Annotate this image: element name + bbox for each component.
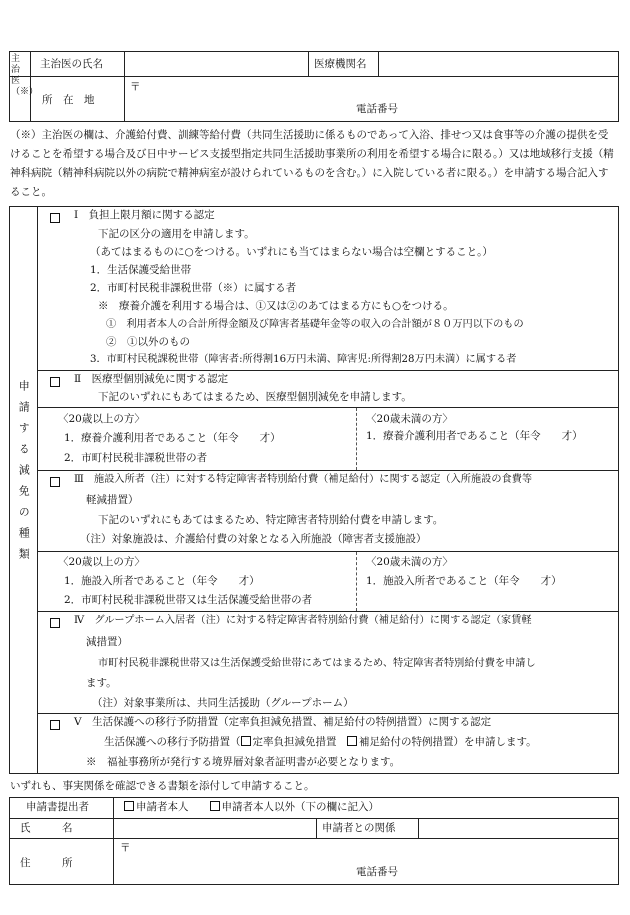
section5-line1-prefix: 生活保護への移行予防措置（ bbox=[104, 736, 241, 748]
section3-title-b: 軽減措置） bbox=[86, 494, 139, 506]
section1-checkbox[interactable] bbox=[50, 213, 60, 223]
section5-note: ※ 福祉事務所が発行する境界層対象者証明書が必要となります。 bbox=[86, 756, 401, 768]
relation-label: 申請者との関係 bbox=[322, 822, 396, 834]
section2-checkbox[interactable] bbox=[50, 377, 60, 387]
section5-line1 bbox=[104, 736, 537, 750]
submitter-postal-mark: 〒 bbox=[120, 842, 131, 854]
section5-line1-suffix: ）を申請します。 bbox=[453, 736, 537, 748]
section2-line1: 下記のいずれにもあてはまるため、医療型個別減免を申請します。 bbox=[98, 391, 412, 403]
doctor-phone-label: 電話番号 bbox=[356, 103, 398, 115]
section4-title-a: Ⅳ グループホーム入居者（注）に対する特定障害者特別給付費（補足給付）に関する認定（家賃軽 bbox=[74, 615, 532, 626]
doctor-note: （※）主治医の欄は、介護給付費、訓練等給付費（共同生活援助に係るものであって入浴、排せつ又は食事等の介護の提供を受けることを希望する場合及び日中サービス支援型指定共同生活援助事業所の利用を希望する場合に限る。）又は地域移行支援（精神科病院（精神科病院以外の病院で精神病室が設けられているものを含む。）に入院している者に限る。）を申請する場合記入すること。 bbox=[10, 129, 614, 198]
section4-line1b: ます。 bbox=[86, 677, 117, 689]
section3-right-head: 〈20歳未満の方〉 bbox=[366, 556, 453, 568]
doctor-postal-mark: 〒 bbox=[130, 81, 141, 93]
submitter-name-field[interactable] bbox=[115, 820, 314, 836]
section2-title: Ⅱ 医療型個別減免に関する認定 bbox=[74, 373, 229, 385]
relation-field[interactable] bbox=[420, 820, 616, 836]
section5-opt2-checkbox[interactable] bbox=[347, 736, 357, 746]
section4-title-b: 減措置） bbox=[86, 636, 128, 648]
section2-left-item1[interactable]: 1．療養介護利用者であること（年令 才） bbox=[64, 432, 281, 444]
submitter-phone-label: 電話番号 bbox=[356, 866, 398, 878]
submitter-self-label: 申請者本人 bbox=[136, 801, 189, 813]
section1-line2: （あてはまるものに○をつける。いずれにも当てはまらない場合は空欄とすること。） bbox=[90, 246, 493, 258]
section3-left-head: 〈20歳以上の方〉 bbox=[58, 556, 145, 568]
submitter-address-label: 住 所 bbox=[20, 857, 73, 869]
submitter-name-label: 氏 名 bbox=[20, 822, 73, 834]
section1-item1[interactable]: 1．生活保護受給世帯 bbox=[90, 264, 192, 276]
footer-note: いずれも、事実関係を確認できる書類を添付して申請すること。 bbox=[10, 780, 315, 792]
section5-title: Ⅴ 生活保護への移行予防措置（定率負担減免措置、補足給付の特例措置）に関する認定 bbox=[74, 716, 492, 728]
doctor-name-label: 主治医の氏名 bbox=[40, 58, 103, 70]
section5-opt2-label: 補足給付の特例措置 bbox=[359, 736, 454, 748]
section1-item2[interactable]: 2．市町村民税非課税世帯（※）に属する者 bbox=[90, 282, 297, 294]
section4-checkbox[interactable] bbox=[50, 618, 60, 628]
section1-note: ※ 療養介護を利用する場合は、①又は②のあてはまる方にも○をつける。 bbox=[98, 300, 454, 312]
submitter-address-field[interactable] bbox=[130, 840, 610, 862]
section3-checkbox[interactable] bbox=[50, 477, 60, 487]
submitter-label: 申請書提出者 bbox=[26, 801, 89, 813]
section5-opt1-label: 定率負担減免措置 bbox=[252, 736, 337, 748]
section5-checkbox[interactable] bbox=[50, 720, 60, 730]
institution-field[interactable] bbox=[380, 53, 616, 74]
section2-right-item1[interactable]: 1．療養介護利用者であること（年令 才） bbox=[366, 430, 583, 442]
section3-title-a: Ⅲ 施設入所者（注）に対する特定障害者特別給付費（補足給付）に関する認定（入所施設の食費等 bbox=[74, 474, 533, 485]
doctor-address-field[interactable] bbox=[140, 79, 610, 99]
section1-sub2[interactable]: ② ①以外のもの bbox=[106, 336, 190, 348]
doctor-name-field[interactable] bbox=[126, 53, 306, 74]
section3-right-item1[interactable]: 1．施設入所者であること（年令 才） bbox=[366, 575, 562, 587]
reduction-side-title: 申請する減免の種類 bbox=[17, 380, 31, 569]
section1-item3[interactable]: 3．市町村民税課税世帯（障害者:所得割16万円未満、障害児:所得割28万円未満）に属する者 bbox=[90, 354, 517, 365]
section1-line1: 下記の区分の適用を申請します。 bbox=[98, 228, 255, 240]
section3-line1: 下記のいずれにもあてはまるため、特定障害者特別給付費を申請します。 bbox=[98, 514, 444, 526]
doctor-side-label: 主治医（※） bbox=[11, 54, 39, 97]
submitter-options bbox=[124, 801, 379, 815]
submitter-other-label: 申請者本人以外（下の欄に記入） bbox=[221, 801, 379, 813]
section3-left-item2[interactable]: 2．市町村民税非課税世帯又は生活保護受給世帯の者 bbox=[64, 594, 313, 606]
section2-left-item2[interactable]: 2．市町村民税非課税世帯の者 bbox=[64, 452, 208, 464]
submitter-other-checkbox[interactable] bbox=[210, 801, 220, 811]
section4-line1: 市町村民税非課税世帯又は生活保護受給世帯にあてはまるため、特定障害者特別給付費を申請し bbox=[98, 658, 536, 669]
section5-opt1-checkbox[interactable] bbox=[241, 736, 251, 746]
section3-left-item1[interactable]: 1．施設入所者であること（年令 才） bbox=[64, 575, 260, 587]
section1-title: Ⅰ 負担上限月額に関する認定 bbox=[74, 209, 215, 221]
section4-note: （注）対象事業所は、共同生活援助（グループホーム） bbox=[92, 697, 354, 709]
submitter-self-checkbox[interactable] bbox=[124, 801, 134, 811]
section1-sub1[interactable]: ① 利用者本人の合計所得金額及び障害者基礎年金等の収入の合計額が８０万円以下のもの bbox=[106, 319, 524, 330]
doctor-address-label: 所 在 地 bbox=[42, 94, 95, 106]
section2-right-head: 〈20歳未満の方〉 bbox=[366, 413, 453, 425]
section2-left-head: 〈20歳以上の方〉 bbox=[58, 413, 145, 425]
section3-note: （注）対象施設は、介護給付費の対象となる入所施設（障害者支援施設） bbox=[80, 533, 427, 545]
institution-label: 医療機関名 bbox=[314, 58, 367, 70]
